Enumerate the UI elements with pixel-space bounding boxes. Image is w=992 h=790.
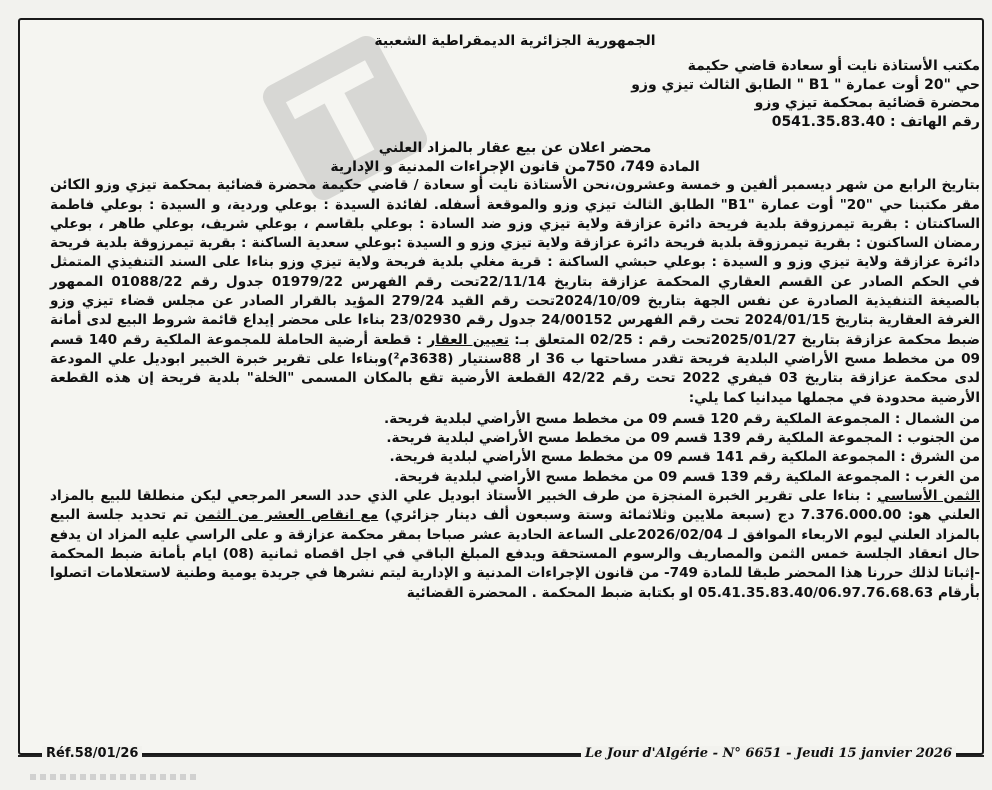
announcement-title: محضر اعلان عن بيع عقار بالمزاد العلني: [378, 140, 652, 157]
boundary-east: من الشرق : المجموعة الملكية رقم 141 قسم 09 من مخطط مسح الأراضي لبلدية فريحة.: [389, 449, 980, 466]
journal-citation: Le Jour d'Algérie - N° 6651 - Jeudi 15 janvier 2026: [581, 746, 956, 761]
address-line: حي "20 أوت عمارة " B1 " الطابق الثالث تيزي وزو: [631, 76, 980, 93]
designation-label: تعيين العقار: [427, 331, 509, 348]
base-price-label: الثمن الأساسي: [877, 488, 980, 505]
auction-details: تم تحديد جلسة البيع بالمزاد العلني ليوم الاربعاء الموافق لـ 2026/02/04على الساعة الحادية عشر صباحا بمقر محكمة عزازقة و على الراسي عليه المزاد ان يدفع حال انعقاد الجلسة خمس الثمن والمصاريف والرسوم المستحقة ويدفع المبلغ الباقي في اجل اقصاه ثمانية (08) ايام بأمانة ضبط المحكمة -إثباتا لذلك حررنا هذا المحضر طبقا للمادة 749- من قانون الإجراءات المدنية و الإدارية ليتم نشرها في جريدة يومية وطنية لاستعلامات اتصلوا بأرقام 05.41.35.83.40/06.97.76.68.63 او بكتابة ضبط المحكمة . المحضرة القضائية: [50, 507, 980, 601]
announcement-body: [50, 176, 980, 603]
boundaries-list: [50, 410, 980, 487]
boundary-south: من الجنوب : المجموعة الملكية رقم 139 قسم 09 من مخطط مسح الأراضي لبلدية فريحة.: [386, 430, 980, 447]
designation-text: : قطعة أرضية الحاملة للمجموعة الملكية رقم 140 قسم 09 من مخطط مسح الأراضي البلدية فريحة تقدر مساحتها ب 36 ار 88سنتيار (3638م²)وبناءا على تقرير خبرة الخبير ابوديل علي المودعة لدى محكمة عزازقة بتاريخ 03 فيفري 2022 تحت رقم 42/22 القطعة الأرضية تقع بالمكان المسمى "الخلة" بلدية فريحة إن هذه القطعة الأرضية محدودة في مجملها ميدانيا كما يلي:: [50, 331, 981, 406]
court-line: محضرة قضائية بمحكمة تيزي وزو: [754, 95, 980, 112]
announcement-frame: [18, 18, 984, 755]
main-paragraph: بتاريخ الرابع من شهر ديسمبر ألفين و خمسة وعشرون،نحن الأستاذة نايت أو سعادة / قاضي حكيمة محضرة قضائية بمحكمة تيزي وزو الكائن مقر مكتبنا حي "20" أوت عمارة "B1" الطابق الثالث تيزي وزو والموقعة أسفله. لفائدة السيدة : بوعلي وردية، و السيدة : بوعلي فاطمة الساكنتان : بقرية تيمرزوقة بلدية فريحة دائرة عزازقة ولاية تيزي وزو ضد السادة : بوعلي بلقاسم ، بوعلي شريف، بوعلي طاهر ، بوعلي رمضان الساكنون : بقرية تيمرزوقة بلدية فريحة دائرة عزازقة ولاية تيزي وزو و السيدة :بوعلي سعدية الساكنة : بقرية تيمرزوقة بلدية فريحة دائرة عزازقة ولاية تيزي وزو و السيدة : بوعلي حبشي الساكنة : قرية مغلي بلدية فريحة ولاية تيزي وزو بناءا على السند التنفيذي المتمثل في الحكم الصادر عن القسم العقاري المحكمة عزازقة بتاريخ 22/11/14تحت رقم الفهرس 01979/22 جدول رقم 01088/22 الممهور بالصيغة التنفيذية الصادرة عن نفس الجهة بتاريخ 2024/10/09تحت رقم القيد 279/24 المؤيد بالقرار الصادر عن مجلس قضاء تيزي وزو الغرفة العقارية بتاريخ 2024/01/15 تحت رقم الفهرس 24/00152 جدول رقم 23/02930 بناءا على محضر إيداع قائمة شروط البيع لدى أمانة ضبط محكمة عزازقة بتاريخ 2025/01/27تحت رقم : 02/25 المتعلق بـ:: [50, 177, 981, 348]
phone-label: رقم الهاتف :: [889, 113, 980, 130]
republic-title: الجمهورية الجزائرية الديمقراطية الشعبية: [374, 33, 656, 49]
phone-line: [50, 113, 980, 132]
print-smudge: [30, 774, 200, 780]
base-price-text: : بناءا على تقرير الخبرة المنجزة من طرف الخبير الأستاذ ابوديل علي الذي حدد السعر المرجعي ليكن منطلقا للبيع بالمزاد العلني هو: 7.376.000.00 دج (سبعة ملايين وثلاثمائة وستة وسبعون ألف دينار جزائري): [50, 488, 981, 524]
office-line: مكتب الأستاذة نايت أو سعادة قاضي حكيمة: [687, 58, 980, 75]
announcement-content: [50, 32, 980, 603]
boundary-west: من الغرب : المجموعة الملكية رقم 139 قسم 09 من مخطط مسح الأراضي لبلدية فريحة.: [394, 468, 980, 485]
boundary-north: من الشمال : المجموعة الملكية رقم 120 قسم 09 من مخطط مسح الأراضي لبلدية فريحة.: [384, 410, 980, 427]
page-footer: [18, 744, 984, 768]
legal-articles: المادة 749، 750من قانون الإجراءات المدنية و الإدارية: [330, 158, 700, 175]
phone-number: 0541.35.83.40: [771, 113, 886, 130]
reference-number: Réf.58/01/26: [42, 746, 142, 761]
price-reduction-note: مع انقاص العشر من الثمن: [194, 507, 379, 524]
